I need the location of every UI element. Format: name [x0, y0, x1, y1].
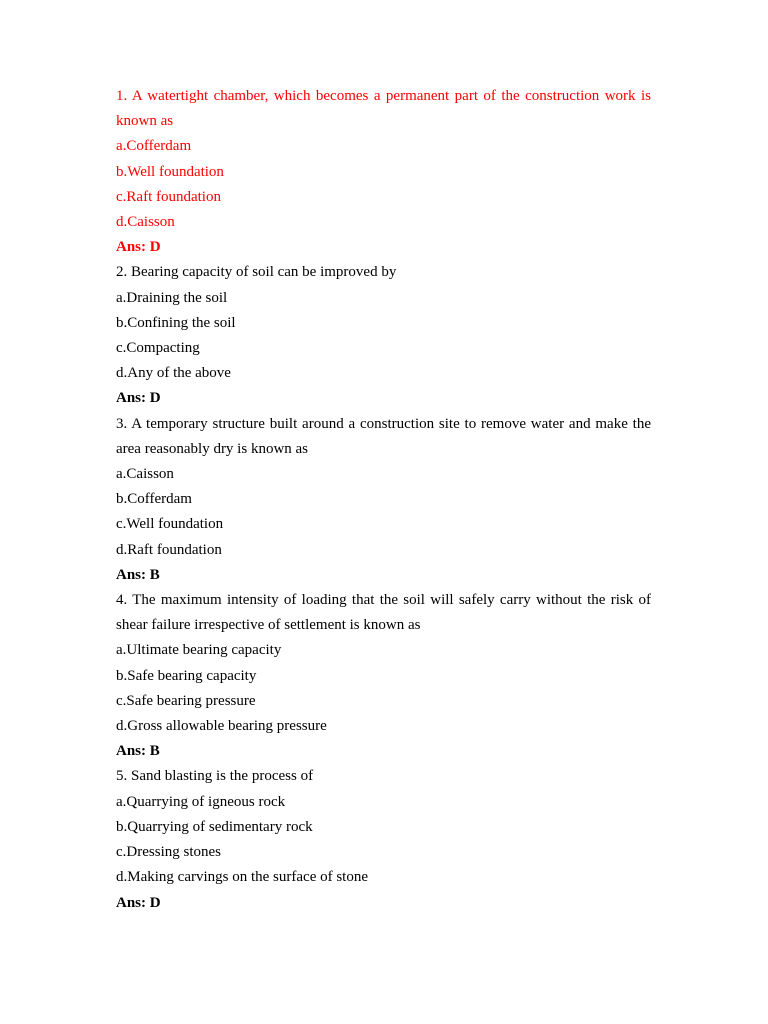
- question-block-4: [116, 588, 651, 764]
- question-block-3: [116, 412, 651, 588]
- option-d: d.Any of the above: [116, 365, 231, 382]
- question-block-5: [116, 764, 651, 915]
- question-text: 1. A watertight chamber, which becomes a permanent part of the construction work is known as: [116, 88, 651, 130]
- question-text: 2. Bearing capacity of soil can be improved by: [116, 264, 397, 281]
- question-text: 4. The maximum intensity of loading that the soil will safely carry without the risk of shear failure irrespective of settlement is known as: [116, 592, 651, 634]
- option-b: b.Safe bearing capacity: [116, 667, 257, 684]
- option-b: b.Confining the soil: [116, 314, 236, 331]
- option-a: a.Quarrying of igneous rock: [116, 793, 286, 810]
- option-a: a.Ultimate bearing capacity: [116, 642, 282, 659]
- question-block-2: [116, 260, 651, 411]
- option-d: d.Caisson: [116, 214, 175, 231]
- document-page: [116, 84, 651, 916]
- question-text: 5. Sand blasting is the process of: [116, 768, 314, 785]
- option-b: b.Well foundation: [116, 163, 224, 180]
- option-b: b.Quarrying of sedimentary rock: [116, 818, 313, 835]
- option-b: b.Cofferdam: [116, 491, 192, 508]
- option-a: a.Caisson: [116, 466, 174, 483]
- option-a: a.Cofferdam: [116, 138, 192, 155]
- answer-label: Ans: B: [116, 743, 160, 760]
- option-c: c.Compacting: [116, 340, 200, 357]
- question-text: 3. A temporary structure built around a construction site to remove water and make the area reasonably dry is known as: [116, 415, 651, 457]
- option-c: c.Raft foundation: [116, 188, 221, 205]
- option-d: d.Gross allowable bearing pressure: [116, 718, 327, 735]
- question-block-1: [116, 84, 651, 260]
- option-a: a.Draining the soil: [116, 289, 228, 306]
- option-d: d.Raft foundation: [116, 541, 222, 558]
- option-d: d.Making carvings on the surface of stone: [116, 869, 369, 886]
- option-c: c.Well foundation: [116, 516, 224, 533]
- option-c: c.Safe bearing pressure: [116, 692, 256, 709]
- option-c: c.Dressing stones: [116, 844, 221, 861]
- answer-label: Ans: B: [116, 566, 160, 583]
- answer-label: Ans: D: [116, 390, 161, 407]
- answer-label: Ans: D: [116, 239, 161, 256]
- answer-label: Ans: D: [116, 894, 161, 911]
